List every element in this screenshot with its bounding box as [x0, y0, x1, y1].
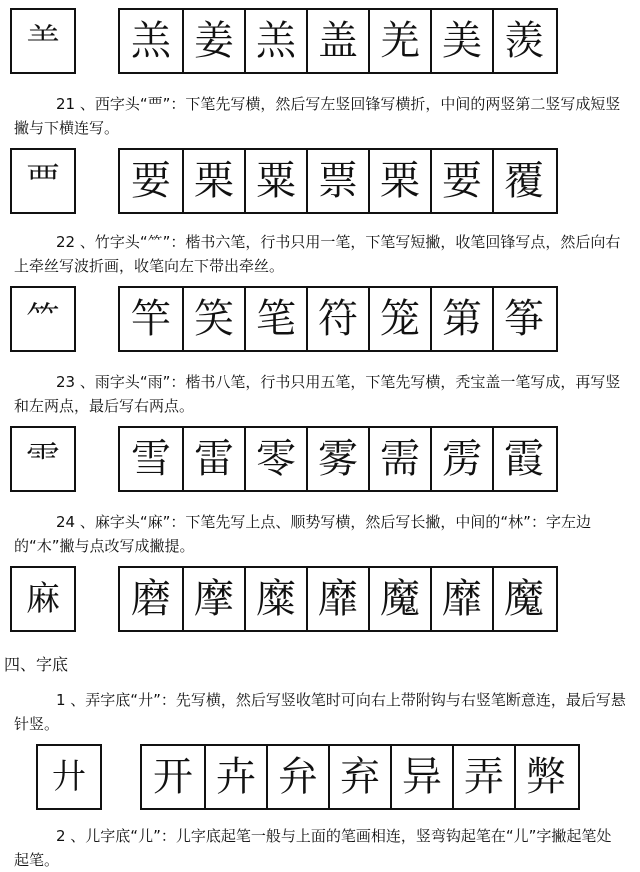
- example-char: 栗: [368, 150, 430, 212]
- example-char: 符: [306, 288, 368, 350]
- paragraph-2: 2 、儿字底“儿”：儿字底起笔一般与上面的笔画相连，竖弯钩起笔在“儿”字撇起笔处起笔。: [14, 827, 612, 869]
- example-char: 开: [153, 754, 193, 800]
- example-char: 弄: [452, 746, 514, 808]
- example-char: 雷: [182, 428, 244, 490]
- example-char: 笼: [368, 288, 430, 350]
- practice-row-3: [0, 286, 640, 354]
- example-char: 雾: [306, 428, 368, 490]
- radical-char: 廾: [52, 757, 86, 797]
- example-char: 弊: [514, 746, 576, 808]
- example-char: 羔: [131, 18, 171, 64]
- example-char: 羌: [368, 10, 430, 72]
- char-strip: [118, 426, 558, 492]
- radical-box: [36, 744, 102, 810]
- example-char: 栗: [182, 150, 244, 212]
- example-char: 要: [430, 150, 492, 212]
- example-char: 羡: [492, 10, 554, 72]
- example-char: 弃: [328, 746, 390, 808]
- practice-row-6: [0, 744, 640, 812]
- example-char: 磨: [131, 576, 171, 622]
- practice-row-5: [0, 566, 640, 634]
- example-char: 卉: [204, 746, 266, 808]
- example-char: 羔: [244, 10, 306, 72]
- example-char: 筝: [492, 288, 554, 350]
- practice-row-2: [0, 148, 640, 216]
- example-char: 覆: [492, 150, 554, 212]
- char-strip: [118, 8, 558, 74]
- example-char: 票: [306, 150, 368, 212]
- example-char: 异: [390, 746, 452, 808]
- section-heading: 四、字底: [4, 655, 69, 674]
- example-char: 雳: [430, 428, 492, 490]
- example-char: 美: [430, 10, 492, 72]
- radical-box: [10, 8, 76, 74]
- radical-box: [10, 426, 76, 492]
- paragraph-22: 22 、竹字头“⺮”：楷书六笔，行书只用一笔，下笔写短撇，收笔回锋写点，然后向右上牵丝写波折画，收笔向左下带出牵丝。: [14, 233, 621, 275]
- example-char: 需: [368, 428, 430, 490]
- example-char: 竿: [131, 296, 171, 342]
- example-char: 靡: [306, 568, 368, 630]
- radical-char: ⻗: [26, 439, 60, 479]
- radical-box: [10, 148, 76, 214]
- example-char: 魔: [492, 568, 554, 630]
- paragraph-21: 21 、西字头“覀”：下笔先写横，然后写左竖回锋写横折，中间的两竖第二竖写成短竖撇与下横连写。: [14, 95, 621, 137]
- example-char: 弁: [266, 746, 328, 808]
- example-char: 魔: [368, 568, 430, 630]
- example-char: 粟: [244, 150, 306, 212]
- radical-box: [10, 286, 76, 352]
- paragraph-24: 24 、麻字头“麻”：下笔先写上点、顺势写横，然后写长撇，中间的“林”：字左边的“木”撇与点改写成撇提。: [14, 513, 591, 555]
- radical-char: ⺮: [26, 299, 60, 339]
- example-char: 第: [430, 288, 492, 350]
- radical-char: 覀: [26, 161, 60, 201]
- char-strip: [118, 286, 558, 352]
- example-char: 霞: [492, 428, 554, 490]
- char-strip: [118, 566, 558, 632]
- char-strip: [118, 148, 558, 214]
- practice-row-1: [0, 8, 640, 76]
- example-char: 要: [131, 158, 171, 204]
- paragraph-23: 23 、雨字头“雨”：楷书八笔，行书只用五笔，下笔先写横，秃宝盖一笔写成，再写竖和左两点，最后写右两点。: [14, 373, 621, 415]
- radical-box: [10, 566, 76, 632]
- practice-row-4: [0, 426, 640, 494]
- radical-char: 麻: [26, 579, 60, 619]
- example-char: 笔: [244, 288, 306, 350]
- char-strip: [140, 744, 580, 810]
- example-char: 盖: [306, 10, 368, 72]
- example-char: 靡: [430, 568, 492, 630]
- example-char: 雪: [131, 436, 171, 482]
- example-char: 摩: [182, 568, 244, 630]
- radical-char: ⺷: [26, 21, 60, 61]
- example-char: 糜: [244, 568, 306, 630]
- example-char: 笑: [182, 288, 244, 350]
- example-char: 姜: [182, 10, 244, 72]
- example-char: 零: [244, 428, 306, 490]
- paragraph-1: 1 、弄字底“廾”：先写横，然后写竖收笔时可向右上带附钩与右竖笔断意连，最后写悬针竖。: [14, 691, 626, 733]
